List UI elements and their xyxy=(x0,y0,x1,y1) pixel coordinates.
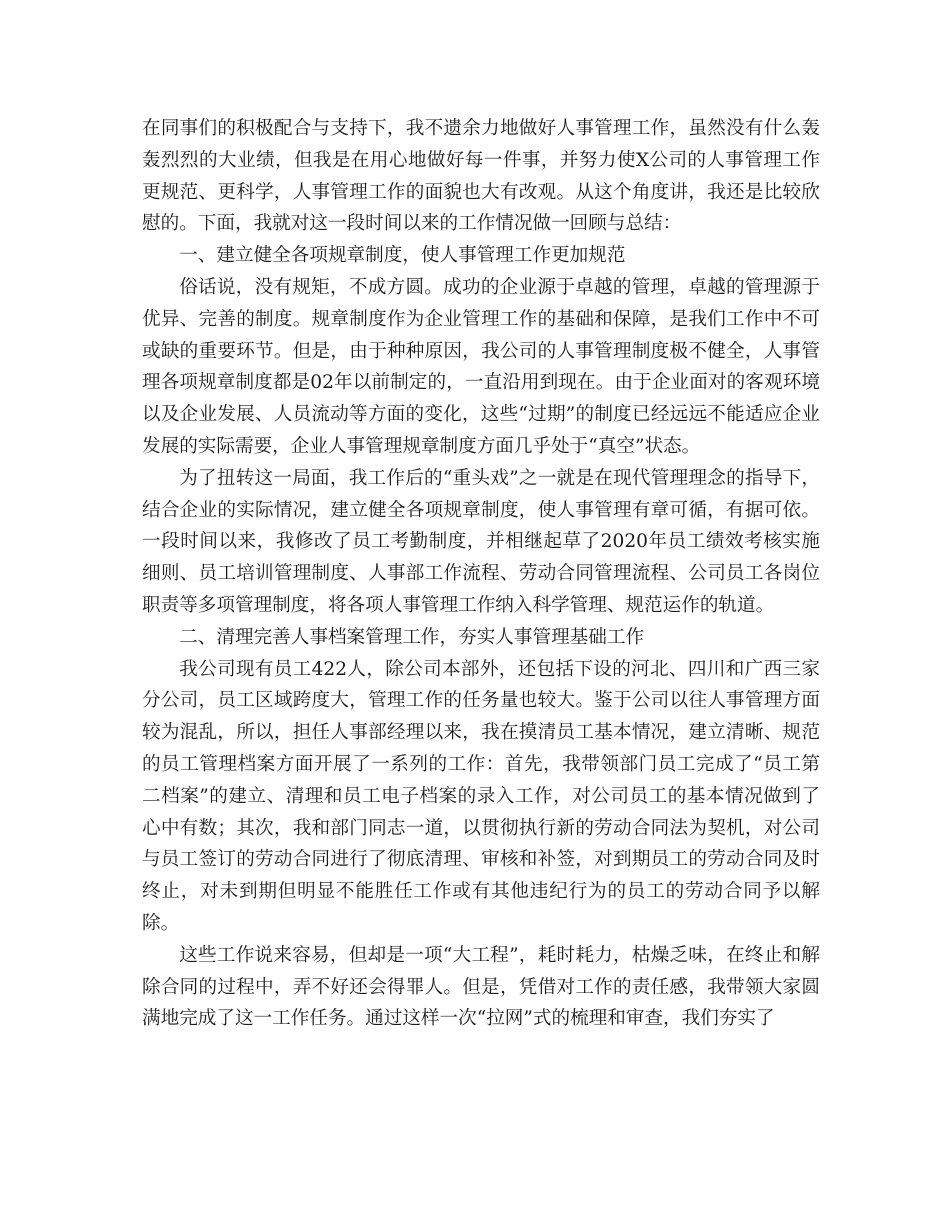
section-heading-1: 一、建立健全各项规章制度，使人事管理工作更加规范 xyxy=(179,245,626,267)
paragraph-archive-result: 这些工作说来容易，但却是一项“大工程”，耗时耗力，枯燥乏味，在终止和解除合同的过程中，弄不好还会得罪人。但是，凭借对工作的责任感，我带领大家圆满地完成了这一工作任务。通过这样一次“拉网”式的梳理和审查，我们夯实了 xyxy=(142,944,820,1030)
paragraph-archive-work: 我公司现有员工422人，除公司本部外，还包括下设的河北、四川和广西三家分公司，员工区域跨度大，管理工作的任务量也较大。鉴于公司以往人事管理方面较为混乱，所以，担任人事部经理以来，我在摸清员工基本情况，建立清晰、规范的员工管理档案方面开展了一系列的工作：首先，我带领部门员工完成了“员工第二档案”的建立、清理和员工电子档案的录入工作，对公司员工的基本情况做到了心中有数；其次，我和部门同志一道，以贯彻执行新的劳动合同法为契机，对公司与员工签订的劳动合同进行了彻底清理、审核和补签，对到期员工的劳动合同及时终止，对未到期但明显不能胜任工作或有其他违纪行为的员工的劳动合同予以解除。 xyxy=(142,658,820,934)
document-page xyxy=(142,113,820,1035)
paragraph-rules-actions: 为了扭转这一局面，我工作后的“重头戏”之一就是在现代管理理念的指导下，结合企业的实际情况，建立健全各项规章制度，使人事管理有章可循，有据可依。一段时间以来，我修改了员工考勤制度，并相继起草了2020年员工绩效考核实施细则、员工培训管理制度、人事部工作流程、劳动合同管理流程、公司员工各岗位职责等多项管理制度，将各项人事管理工作纳入科学管理、规范运作的轨道。 xyxy=(142,467,820,616)
paragraph-rules-background: 俗话说，没有规矩，不成方圆。成功的企业源于卓越的管理，卓越的管理源于优异、完善的制度。规章制度作为企业管理工作的基础和保障，是我们工作中不可或缺的重要环节。但是，由于种种原因，我公司的人事管理制度极不健全，人事管理各项规章制度都是02年以前制定的，一直沿用到现在。由于企业面对的客观环境以及企业发展、人员流动等方面的变化，这些“过期”的制度已经远远不能适应企业发展的实际需要，企业人事管理规章制度方面几乎处于“真空”状态。 xyxy=(142,276,820,457)
section-heading-2: 二、清理完善人事档案管理工作，夯实人事管理基础工作 xyxy=(179,626,645,648)
paragraph-intro: 在同事们的积极配合与支持下，我不遗余力地做好人事管理工作，虽然没有什么轰轰烈烈的大业绩，但我是在用心地做好每一件事，并努力使X公司的人事管理工作更规范、更科学，人事管理工作的面貌也大有改观。从这个角度讲，我还是比较欣慰的。下面，我就对这一段时间以来的工作情况做一回顾与总结： xyxy=(142,118,820,235)
